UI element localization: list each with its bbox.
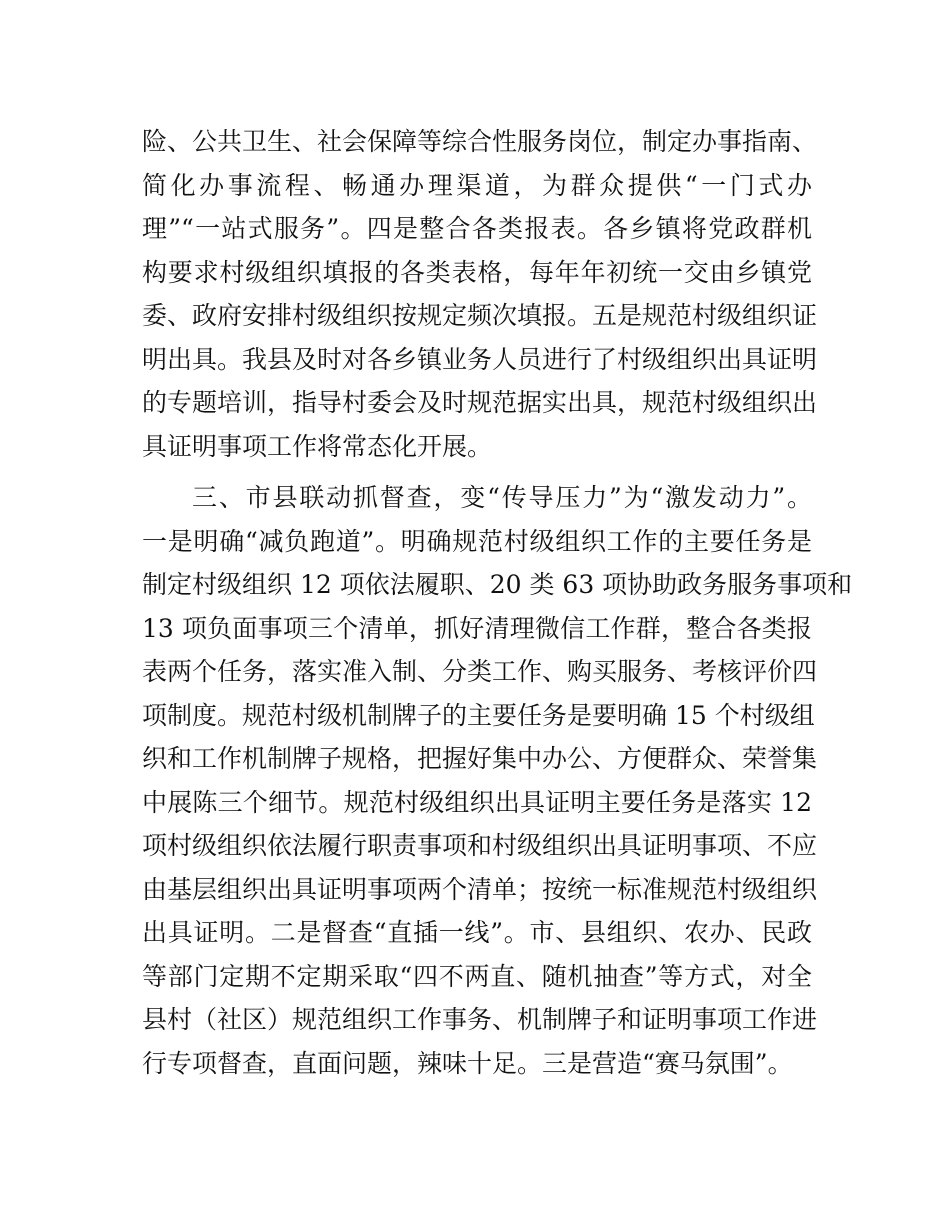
text-line: 理”“一站式服务”。四是整合各类报表。各乡镇将党政群机 [142, 214, 812, 243]
text-line: 织和工作机制牌子规格，把握好集中办公、方便群众、荣誉集 [142, 744, 818, 773]
text-line: 制定村级组织 12 项依法履职、20 类 63 项协助政务服务事项和 [142, 570, 853, 599]
text-line: 简化办事流程、畅通办理渠道，为群众提供“一门式办 [142, 170, 812, 200]
text-line: 险、公共卫生、社会保障等综合性服务岗位，制定办事指南、 [142, 127, 818, 156]
paragraph-2 [142, 476, 853, 1085]
document-body [142, 120, 853, 1085]
text-line: 具证明事项工作将常态化开展。 [142, 431, 493, 461]
text-line: 项村级组织依法履行职责事项和村级组织出具证明事项、不应 [142, 831, 818, 860]
text-line: 表两个任务，落实准入制、分类工作、购买服务、考核评价四 [142, 657, 818, 686]
text-line: 中展陈三个细节。规范村级组织出具证明主要任务是落实 12 [142, 787, 812, 817]
text-line: 等部门定期不定期采取“四不两直、随机抽查”等方式，对全 [142, 961, 812, 991]
text-line: 县村（社区）规范组织工作事务、机制牌子和证明事项工作进 [142, 1005, 818, 1034]
text-line: 构要求村级组织填报的各类表格，每年年初统一交由乡镇党 [142, 257, 812, 287]
text-line: 的专题培训，指导村委会及时规范据实出具，规范村级组织出 [142, 388, 818, 417]
text-line: 明出具。我县及时对各乡镇业务人员进行了村级组织出具证明 [142, 344, 818, 374]
section-heading-line: 三、市县联动抓督查，变“传导压力”为“激发动力”。 [192, 483, 812, 512]
text-line: 一是明确“减负跑道”。明确规范村级组织工作的主要任务是 [142, 526, 812, 556]
text-line: 由基层组织出具证明事项两个清单；按统一标准规范村级组织 [142, 874, 818, 904]
text-line: 委、政府安排村级组织按规定频次填报。五是规范村级组织证 [142, 301, 818, 330]
text-line: 行专项督查，直面问题，辣味十足。三是营造“赛马氛围”。 [142, 1048, 793, 1078]
text-line: 项制度。规范村级机制牌子的主要任务是要明确 15 个村级组 [142, 700, 815, 730]
text-line: 13 项负面事项三个清单，抓好清理微信工作群，整合各类报 [142, 613, 812, 643]
paragraph-1 [142, 120, 818, 468]
text-line: 出具证明。二是督查“直插一线”。市、县组织、农办、民政 [142, 918, 812, 947]
